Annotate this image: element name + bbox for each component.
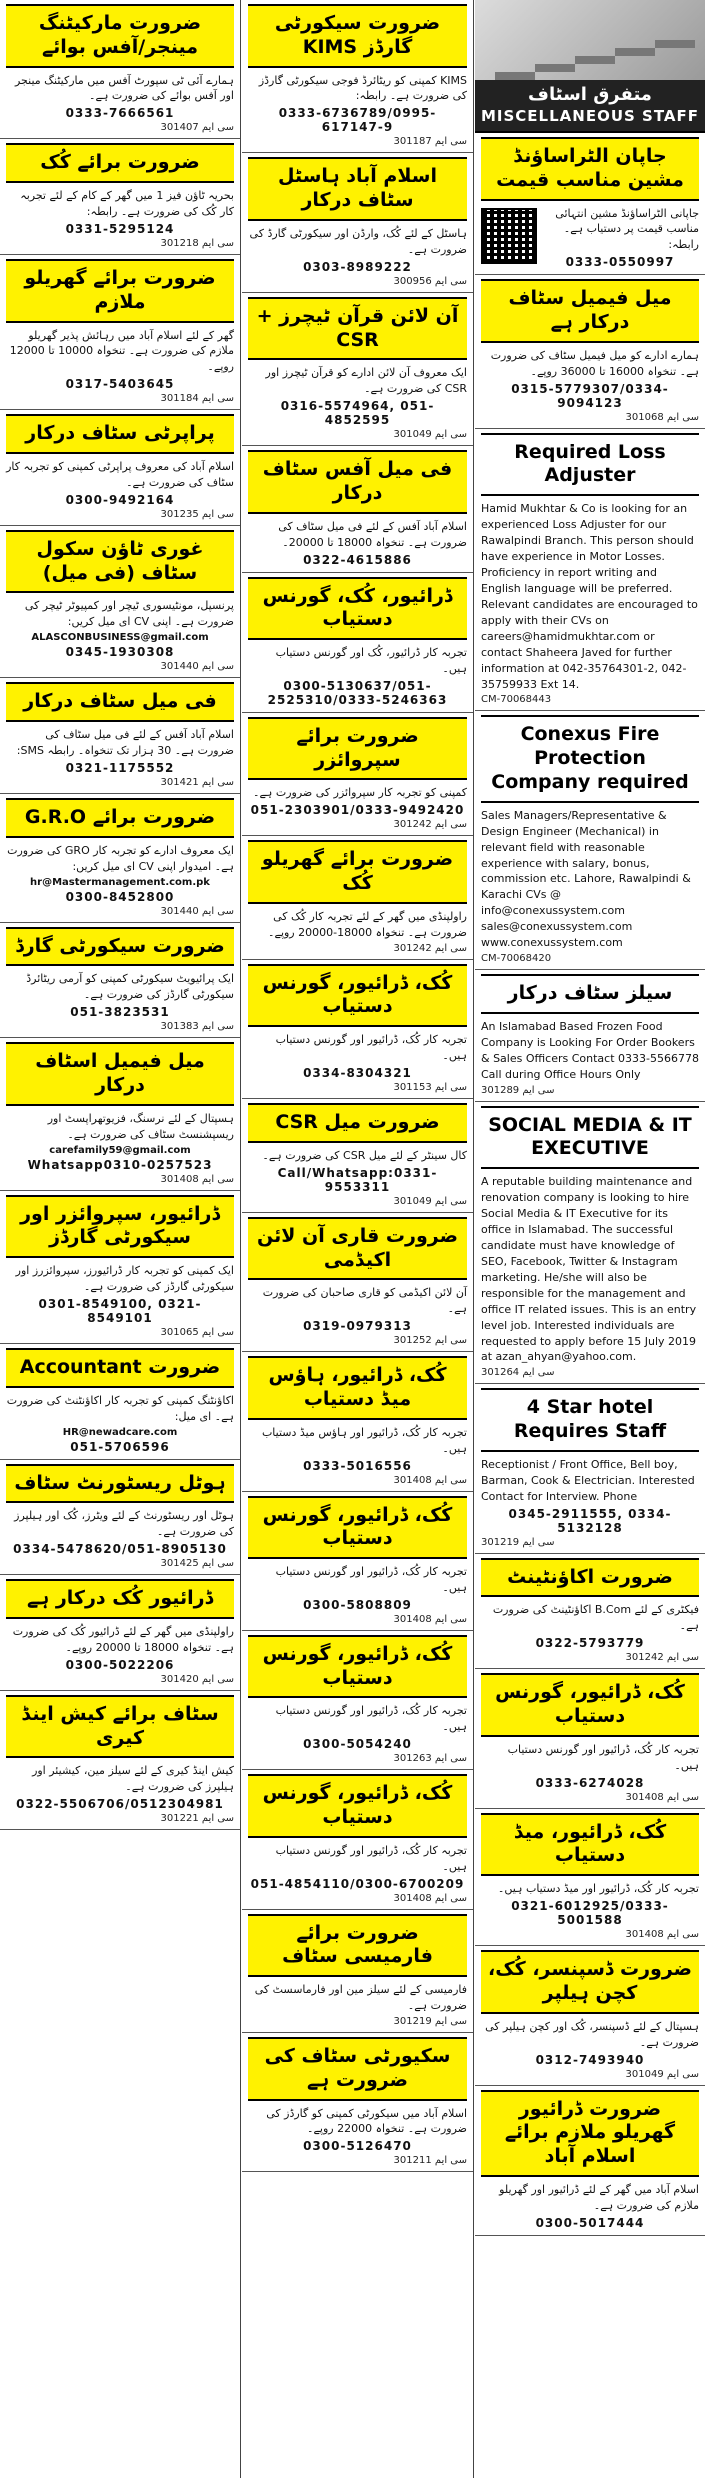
classified-ad <box>0 1575 240 1691</box>
ad-phone[interactable]: 0300-9492164 <box>65 492 175 507</box>
ad-body: تجربہ کار ڈرائیور، کُک اور گورنس دستیاب ہیں۔ <box>275 646 467 675</box>
ad-phone[interactable]: 0300-5130637/051-2525310/0333-5246363 <box>267 678 448 707</box>
classified-ad <box>475 1554 705 1670</box>
ad-phone[interactable]: 0321-6012925/0333-5001588 <box>511 1899 669 1928</box>
ad-phone[interactable]: 0300-5126470 <box>303 2139 412 2154</box>
ad-heading: ضرورت برائے فارمیسی سٹاف <box>248 1914 467 1978</box>
classified-ad <box>475 711 705 970</box>
ad-reference: سی ایم 301184 <box>160 393 234 405</box>
ad-phone[interactable]: 0316-5574964, 051-4852595 <box>280 399 435 428</box>
ad-body: کمپنی کو تجربہ کار سپروائزر کی ضرورت ہے۔ <box>253 786 467 800</box>
ad-reference: سی ایم 301383 <box>160 1021 234 1033</box>
classified-ad <box>475 1102 705 1385</box>
ad-reference: سی ایم 301153 <box>393 1082 467 1094</box>
ad-phone[interactable]: 0301-8549100, 0321-8549101 <box>38 1296 202 1325</box>
ad-phone[interactable]: 0300-5017444 <box>535 2215 645 2230</box>
ad-reference: سی ایم 301440 <box>160 905 234 917</box>
ad-body: تجربہ کار کُک، ڈرائیور اور گورنس دستیاب ہیں۔ <box>275 1704 467 1734</box>
ad-heading: پراپرٹی سٹاف درکار <box>6 414 234 454</box>
ad-heading: آن لائن قرآن ٹیچرز + CSR <box>248 297 467 361</box>
ad-heading: ڈرائیور کُک درکار ہے <box>6 1579 234 1619</box>
classified-ad <box>242 573 473 713</box>
ad-reference: سی ایم 301289 <box>481 1084 555 1096</box>
classified-ad <box>242 1631 473 1770</box>
ad-phone[interactable]: 0321-1175552 <box>65 760 175 775</box>
ad-heading: ضرورت ڈرائیور گھریلو ملازم برائے اسلام آباد <box>481 2090 699 2177</box>
ad-reference: سی ایم 301408 <box>625 1929 699 1941</box>
ad-reference: سی ایم 301235 <box>160 508 234 520</box>
ad-reference: سی ایم 301219 <box>393 2016 467 2027</box>
ad-heading: ضرورت ڈسپنسر، کُک، کچن ہیلپر <box>481 1950 699 2014</box>
ad-heading: 4 Star hotel Requires Staff <box>481 1388 699 1452</box>
ad-body: A reputable building maintenance and renovation company is looking to hire Social Media & IT Executive for its office in Islamabad. The successful candidate must have knowledge of SEO, Facebook, Twitter & Instagram marketing. He/she will also be responsible for the management and office IT related issues. This is an entry level job. Interested individuals are requested to apply before 15 July 2019 at azan_ahyan@yahoo.com. <box>481 1175 697 1364</box>
ad-body: فیکٹری کے لئے B.Com اکاؤنٹینٹ کی ضرورت ہے۔ <box>492 1603 699 1633</box>
ad-heading: ڈرائیور، کُک، گورنس دستیاب <box>248 577 467 641</box>
ad-reference: سی ایم 301420 <box>160 1673 234 1685</box>
ad-heading: ضرورت قاری آن لائن اکیڈمی <box>248 1217 467 1281</box>
ad-body: تجربہ کار کُک، ڈرائیور اور میڈ دستیاب ہیں۔ <box>497 1882 699 1896</box>
classified-ad <box>242 1910 473 2033</box>
staircase-image <box>475 0 705 80</box>
ad-phone[interactable]: 0300-5054240 <box>303 1737 412 1752</box>
ad-body: تجربہ کار کُک، ڈرائیور اور گورنس دستیاب ہیں۔ <box>507 1742 699 1772</box>
ad-reference: سی ایم 301252 <box>393 1335 467 1347</box>
ad-heading: سکیورٹی سٹاف کی ضرورت ہے <box>248 2037 467 2101</box>
ad-body: کیش اینڈ کیری کے لئے سیلز مین، کیشیئر اور ہیلپرز کی ضرورت ہے۔ <box>32 1764 234 1794</box>
ad-reference: سی ایم 301408 <box>393 1474 467 1486</box>
ad-heading: میل فیمیل سٹاف درکار ہے <box>481 279 699 343</box>
ad-body: اسلام آباد آفس کے لئے فی میل سٹاف کی ضرورت ہے۔ 30 ہزار تک تنخواہ۔ رابطہ SMS: <box>16 728 234 757</box>
ad-body: ہسپتال کے لئے ڈسپنسر، کُک اور کچن ہیلپر کی ضرورت ہے۔ <box>485 2019 699 2049</box>
ad-body: کال سینٹر کے لئے میل CSR کی ضرورت ہے۔ <box>262 1148 467 1162</box>
ad-body: ہوٹل اور ریسٹورنٹ کے لئے ویٹرز، کُک اور ہیلپرز کی ضرورت ہے۔ <box>14 1509 234 1539</box>
classified-ad <box>0 1691 240 1830</box>
ad-body: اکاؤنٹنگ کمپنی کو تجربہ کار اکاؤنٹنٹ کی ضرورت ہے۔ ای میل: <box>6 1393 234 1423</box>
ad-body: ایک پرائیویٹ سیکورٹی کمپنی کو آرمی ریٹائرڈ سیکورٹی گارڈز کی ضرورت ہے۔ <box>26 972 234 1002</box>
ad-phone[interactable]: 0345-1930308 <box>65 645 175 660</box>
ad-body: تجربہ کار کُک، ڈرائیور اور گورنس دستیاب ہیں۔ <box>275 1843 467 1873</box>
classified-ad <box>242 446 473 572</box>
ad-body: اسلام آباد آفس کے لئے فی میل سٹاف کی ضرورت ہے۔ تنخواہ 18000 تا 20000۔ <box>278 519 467 549</box>
ad-phone[interactable]: 0300-5022206 <box>65 1657 175 1672</box>
ad-phone[interactable]: 0322-5793779 <box>535 1636 645 1651</box>
ad-heading: فی میل آفس سٹاف درکار <box>248 450 467 514</box>
ad-body: ہسپتال کے لئے نرسنگ، فزیوتھراپسٹ اور ریسپشنسٹ سٹاف کی ضرورت ہے۔ <box>47 1111 234 1141</box>
classified-ad <box>475 429 705 712</box>
ad-reference: سی ایم 301242 <box>393 942 467 954</box>
classified-ad <box>0 526 240 678</box>
ad-reference: سی ایم 301065 <box>160 1326 234 1338</box>
ad-heading: ضرورت میل CSR <box>248 1103 467 1143</box>
classified-ad <box>0 0 240 139</box>
classified-ad <box>0 410 240 526</box>
section-title-urdu: متفرق اسٹاف <box>475 80 705 105</box>
classified-ad <box>0 139 240 255</box>
ad-heading: غوری ٹاؤن سکول سٹاف (فی میل) <box>6 530 234 594</box>
ad-heading: ضرورت اکاؤنٹینٹ <box>481 1558 699 1598</box>
classified-ad <box>0 1460 240 1576</box>
classified-ad <box>0 1344 240 1460</box>
ad-reference: سی ایم 301219 <box>481 1536 555 1548</box>
ad-reference: سی ایم 301049 <box>625 2068 699 2080</box>
ad-reference: سی ایم 300956 <box>393 275 467 287</box>
ad-body: KIMS کمپنی کو ریٹائرڈ فوجی سیکورٹی گارڈز کی ضرورت ہے۔ رابطہ: <box>258 73 467 103</box>
ad-phone[interactable]: 0317-5403645 <box>65 377 175 392</box>
classified-ad <box>242 1770 473 1909</box>
ad-reference: سی ایم 301440 <box>160 661 234 673</box>
ad-reference: سی ایم 301263 <box>393 1753 467 1765</box>
ad-heading: ضرورت سیکورٹی گارڈز KIMS <box>248 4 467 68</box>
ad-phone[interactable]: 0300-8452800 <box>65 889 175 904</box>
ad-body: بحریہ ٹاؤن فیز 1 میں گھر کے کام کے لئے تجربہ کار کُک کی ضرورت ہے۔ رابطہ: <box>20 189 234 219</box>
ad-phone[interactable]: 051-2303901/0333-9492420 <box>250 803 465 818</box>
ad-body: آن لائن اکیڈمی کو قاری صاحبان کی ضرورت ہے۔ <box>262 1286 467 1316</box>
section-title-english: MISCELLANEOUS STAFF <box>475 105 705 131</box>
ad-reference: سی ایم 301242 <box>393 819 467 831</box>
ad-reference: سی ایم 301408 <box>393 1892 467 1904</box>
ad-heading: Required Loss Adjuster <box>481 433 699 497</box>
ad-body: اسلام آباد کی معروف پراپرٹی کمپنی کو تجربہ کار سٹاف کی ضرورت ہے۔ <box>6 460 234 489</box>
classified-ad <box>242 153 473 292</box>
ad-body: تجربہ کار کُک، ڈرائیور اور ہاؤس میڈ دستیاب ہیں۔ <box>261 1425 467 1455</box>
classified-ad <box>0 794 240 923</box>
ad-heading: ضرورت برائے گھریلو کُک <box>248 840 467 904</box>
column-middle <box>242 0 474 2478</box>
ad-body: راولپنڈی میں گھر کے لئے ڈرائیور کُک کی ضرورت ہے۔ تنخواہ 18000 تا 20000 روپے۔ <box>12 1624 234 1654</box>
ad-heading: ڈرائیور، سپروائزر اور سیکورٹی گارڈز <box>6 1195 234 1259</box>
ad-heading: ضرورت برائے سپروائزر <box>248 717 467 781</box>
ad-body: ہمارے ادارے کو میل فیمیل سٹاف کی ضرورت ہے۔ تنخواہ 16000 تا 36000 روپے۔ <box>490 348 699 378</box>
ad-body: اسلام آباد میں گھر کے لئے ڈرائیور اور گھریلو ملازم کی ضرورت ہے۔ <box>499 2182 699 2212</box>
classified-ad <box>242 1213 473 1352</box>
classified-ad <box>242 1352 473 1491</box>
ad-phone[interactable]: 051-5706596 <box>70 1439 170 1454</box>
ad-heading: ہوٹل ریسٹورنٹ سٹاف <box>6 1464 234 1504</box>
classified-ad <box>242 293 473 446</box>
classified-ad <box>475 1669 705 1808</box>
ad-body: ایک معروف آن لائن ادارے کو قرآن ٹیچرز اور CSR کی ضرورت ہے۔ <box>265 366 467 396</box>
ad-heading: کُک، ڈرائیور، گورنس دستیاب <box>248 1496 467 1560</box>
classified-ad <box>242 713 473 836</box>
ad-phone[interactable]: 0333-5016556 <box>303 1458 412 1473</box>
column-right <box>475 0 705 2478</box>
miscellaneous-staff-header <box>475 0 705 133</box>
classified-ad <box>0 678 240 794</box>
ad-heading: ضرورت برائے گھریلو ملازم <box>6 259 234 323</box>
ad-body: پرنسپل، مونٹیسوری ٹیچر اور کمپیوٹر ٹیچر کی ضرورت ہے۔ اپنی CV ای میل کریں: <box>24 599 234 629</box>
classified-ad <box>0 923 240 1039</box>
ad-phone[interactable]: 051-3823531 <box>70 1005 170 1020</box>
ad-phone[interactable]: 0322-4615886 <box>303 552 412 567</box>
ad-reference: سی ایم 301407 <box>160 122 234 134</box>
ad-body: Receptionist / Front Office, Bell boy, Barman, Cook & Electrician. Interested Contact for Interview. Phone <box>481 1457 695 1503</box>
ad-phone[interactable]: 0331-5295124 <box>65 222 175 236</box>
classified-ad <box>475 1946 705 2085</box>
ad-body: فارمیسی کے لئے سیلز مین اور فارماسسٹ کی ضرورت ہے۔ <box>254 1983 467 2013</box>
ad-phone[interactable]: 0300-5808809 <box>303 1597 412 1612</box>
ad-phone[interactable]: 0312-7493940 <box>535 2052 645 2067</box>
ad-body: ہاسٹل کے لئے کُک، وارڈن اور سیکورٹی گارڈ کی ضرورت ہے۔ <box>249 226 467 256</box>
ad-body: ہمارے آئی ٹی سپورٹ آفس میں مارکیٹنگ مینجر اور آفس بوائے کی ضرورت ہے۔ <box>14 73 234 103</box>
ad-phone[interactable]: 0303-8989222 <box>303 259 412 274</box>
ad-body: گھر کے لئے اسلام آباد میں رہائش پذیر گھریلو ملازم کی ضرورت ہے۔ تنخواہ 10000 تا 12000 روپے۔ <box>9 328 234 374</box>
classified-ad <box>242 836 473 959</box>
ad-reference: CM-70068420 <box>481 953 552 965</box>
ad-body: Hamid Mukhtar & Co is looking for an experienced Loss Adjuster for our Rawalpindi Branch. This person should have experience in Motor Losses. Proficiency in report writing and English language will be preferred. Relevant candidates are encouraged to apply with their CVs on careers@hamidmukhtar.com or contact Shaheera Javed for further information at 042-35764301-2, 042-35759933 Ext 14. <box>481 502 698 691</box>
ad-reference: سی ایم 301049 <box>393 1195 467 1207</box>
ad-heading: ضرورت برائے کُک <box>6 143 234 183</box>
classified-ad <box>475 1809 705 1946</box>
ad-reference: سی ایم 301049 <box>393 429 467 441</box>
ad-reference: سی ایم 301408 <box>160 1173 234 1185</box>
ad-phone[interactable]: 0322-5506706/0512304981 <box>16 1797 224 1812</box>
ad-reference: سی ایم 301425 <box>160 1558 234 1570</box>
ad-phone[interactable]: Whatsapp0310-0257523 <box>27 1157 213 1172</box>
ad-heading: کُک، ڈرائیور، گورنس دستیاب <box>481 1673 699 1737</box>
ad-phone[interactable]: Call/Whatsapp:0331-9553311 <box>277 1165 438 1194</box>
ad-heading: سٹاف برائے کیش اینڈ کیری <box>6 1695 234 1759</box>
classified-ad <box>242 1099 473 1213</box>
ad-heading: جاپان الٹراساؤنڈ مشین مناسب قیمت <box>481 137 699 201</box>
ad-reference: سی ایم 301068 <box>625 411 699 423</box>
ad-reference: سی ایم 301242 <box>625 1652 699 1664</box>
ad-body: ایک معروف ادارے کو تجربہ کار GRO کی ضرورت ہے۔ امیدوار اپنی CV ای میل کریں: <box>7 843 234 873</box>
ad-body: اسلام آباد میں سیکورٹی کمپنی کو گارڈز کی ضرورت ہے۔ تنخواہ 22000 روپے۔ <box>266 2106 467 2136</box>
ad-phone[interactable]: 051-4854110/0300-6700209 <box>250 1876 465 1891</box>
ad-heading: کُک، ڈرائیور، گورنس دستیاب <box>248 964 467 1028</box>
column-left <box>0 0 241 2478</box>
ad-heading: ضرورت مارکیٹنگ مینجر/آفس بوائے <box>6 4 234 68</box>
ad-phone[interactable]: 0319-0979313 <box>303 1319 412 1334</box>
qr-code-icon <box>481 208 537 264</box>
ad-heading: اسلام آباد ہاسٹل سٹاف درکار <box>248 157 467 221</box>
ad-body: تجربہ کار کُک، ڈرائیور اور گورنس دستیاب ہیں۔ <box>275 1033 467 1063</box>
ad-phone[interactable]: 0334-8304321 <box>303 1066 412 1081</box>
ad-body: جاپانی الٹراساؤنڈ مشین انتہائی مناسب قیمت پر دستیاب ہے۔ رابطہ: <box>555 206 699 252</box>
ad-phone[interactable]: 0345-2911555, 0334-5132128 <box>508 1506 672 1535</box>
ad-heading: کُک، ڈرائیور، میڈ دستیاب <box>481 1813 699 1877</box>
ad-heading: کُک، ڈرائیور، گورنس دستیاب <box>248 1774 467 1838</box>
ad-email[interactable]: ALASCONBUSINESS@gmail.com <box>31 632 209 644</box>
ad-heading: ضرورت Accountant <box>6 1348 234 1388</box>
ad-phone[interactable]: 0315-5779307/0334-9094123 <box>511 381 669 410</box>
ad-email[interactable]: HR@newadcare.com <box>62 1426 178 1438</box>
ad-heading: میل فیمیل اسٹاف درکار <box>6 1042 234 1106</box>
classified-ad <box>242 1492 473 1631</box>
ad-heading: کُک، ڈرائیور، گورنس دستیاب <box>248 1635 467 1699</box>
ad-reference: سی ایم 301408 <box>393 1613 467 1625</box>
classified-ad <box>475 2086 705 2236</box>
ad-heading: ضرورت برائے G.R.O <box>6 798 234 838</box>
ad-heading: SOCIAL MEDIA & IT EXECUTIVE <box>481 1106 699 1170</box>
ad-reference: سی ایم 301218 <box>160 238 234 249</box>
ad-reference: سی ایم 301421 <box>160 776 234 788</box>
ad-phone[interactable]: 0334-5478620/051-8905130 <box>13 1542 227 1557</box>
classified-ad <box>0 255 240 410</box>
ad-body: راولپنڈی میں گھر کے لئے تجربہ کار کُک کی ضرورت ہے۔ تنخواہ 18000-20000 روپے۔ <box>268 909 467 939</box>
ad-heading: فی میل سٹاف درکار <box>6 682 234 722</box>
classified-ad <box>475 275 705 428</box>
ad-body: ایک کمپنی کو تجربہ کار ڈرائیورز، سپروائزرز اور سیکورٹی گارڈز کی ضرورت ہے۔ <box>15 1264 234 1293</box>
classified-ad <box>475 970 705 1102</box>
ad-body: تجربہ کار کُک، ڈرائیور اور گورنس دستیاب ہیں۔ <box>275 1565 467 1594</box>
ad-heading: Conexus Fire Protection Company required <box>481 715 699 802</box>
ad-phone[interactable]: 0333-0550997 <box>565 255 675 270</box>
ad-reference: سی ایم 301187 <box>393 136 467 148</box>
classified-ad <box>0 1038 240 1190</box>
classified-ad <box>242 0 473 153</box>
ad-reference: CM-70068443 <box>481 694 552 706</box>
ad-phone[interactable]: 0333-7666561 <box>65 106 175 121</box>
classified-ad <box>475 1384 705 1553</box>
ad-heading: سیلز سٹاف درکار <box>481 974 699 1014</box>
ad-reference: سی ایم 301408 <box>625 1791 699 1803</box>
ad-reference: سی ایم 301264 <box>481 1367 555 1379</box>
classified-ad <box>475 133 705 275</box>
ad-phone[interactable]: 0333-6736789/0995-617147-9 <box>278 106 437 135</box>
ad-reference: سی ایم 301221 <box>160 1813 234 1825</box>
ad-heading: ضرورت سیکورٹی گارڈ <box>6 927 234 967</box>
classified-ad <box>242 960 473 1099</box>
classified-ad <box>242 2033 473 2172</box>
ad-body: Sales Managers/Representative & Design Engineer (Mechanical) in relevant field with reasonable experience with salary, bonus, commission etc. Lahore, Rawalpindi & Karachi CVs @ info@conexussystem.com sales@conexussystem.com www.conexussystem.com <box>481 808 691 950</box>
ad-reference: سی ایم 301211 <box>393 2155 467 2167</box>
ad-heading: کُک، ڈرائیور، ہاؤس میڈ دستیاب <box>248 1356 467 1420</box>
ad-body: An Islamabad Based Frozen Food Company is Looking For Order Bookers & Sales Officers Contact 0333-5566778 Call during Office Hours Only <box>481 1019 699 1081</box>
ad-email[interactable]: hr@Mastermanagement.com.pk <box>30 876 210 888</box>
ad-email[interactable]: carefamily59@gmail.com <box>49 1144 191 1156</box>
ad-phone[interactable]: 0333-6274028 <box>535 1775 645 1790</box>
classified-ad <box>0 1191 240 1344</box>
